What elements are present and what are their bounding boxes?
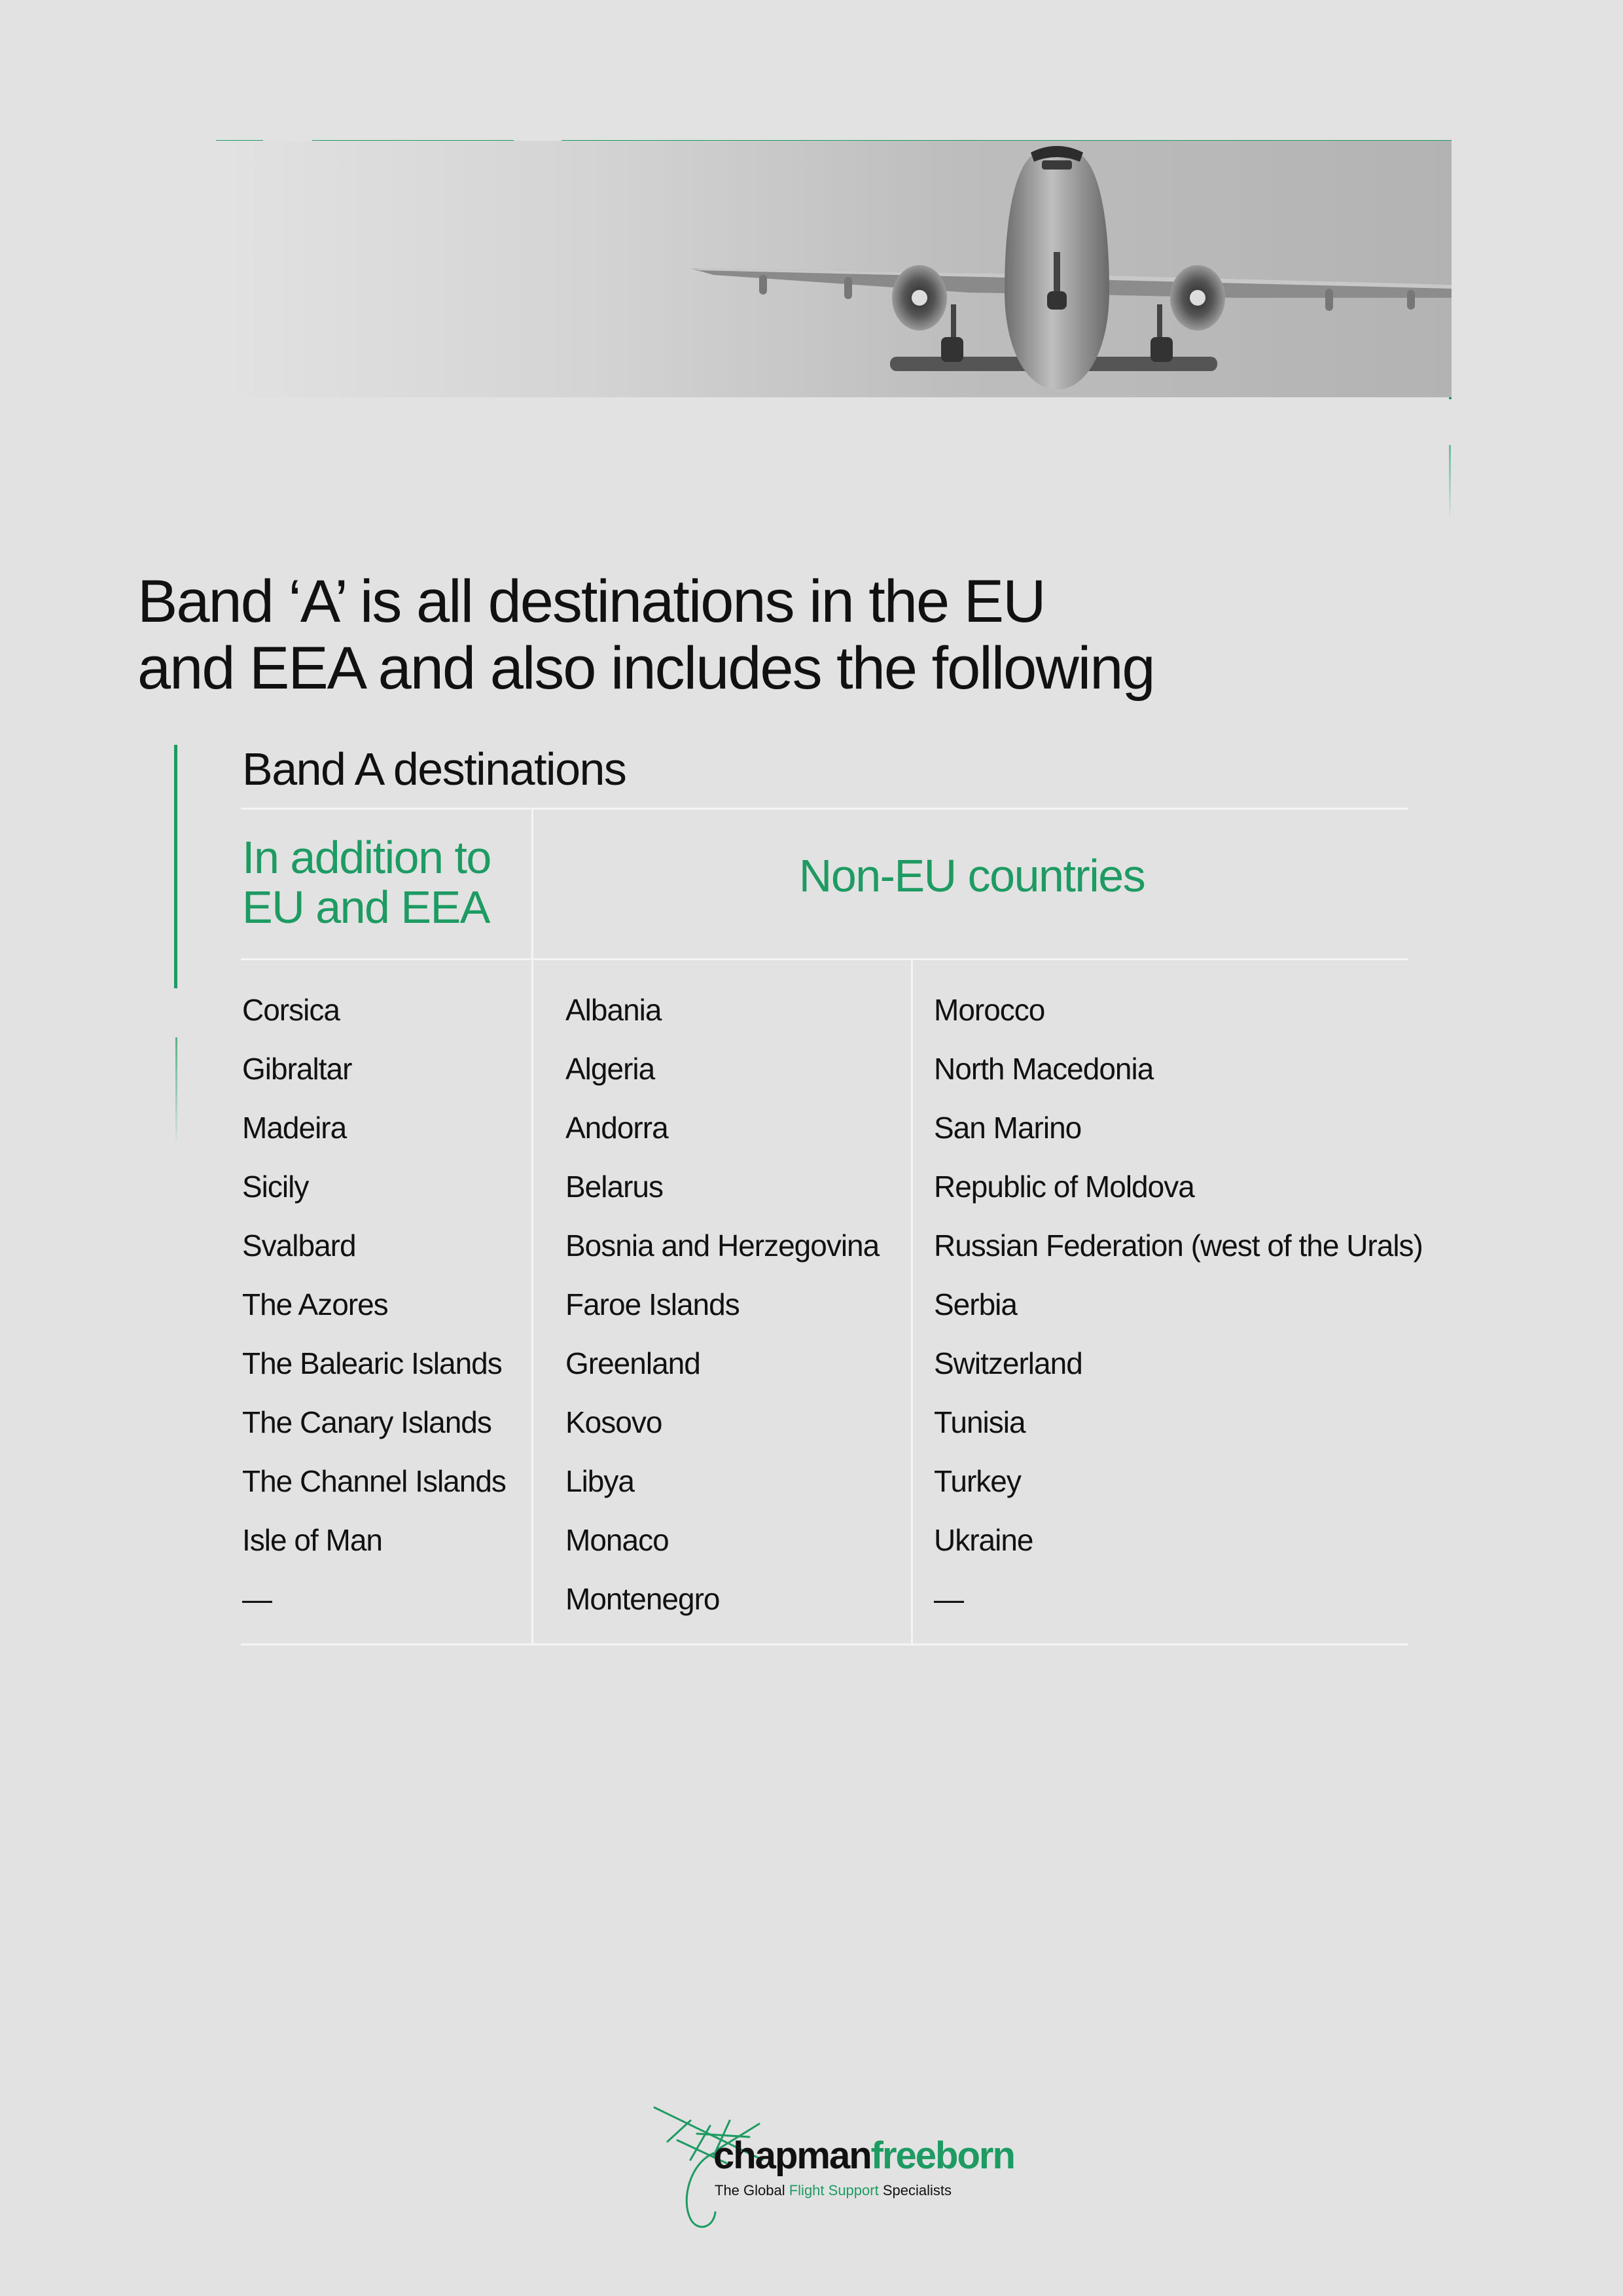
table-accent-bar-faded: [175, 1037, 177, 1142]
list-item: North Macedonia: [934, 1052, 1154, 1086]
list-item: Kosovo: [565, 1405, 662, 1439]
list-item: Belarus: [565, 1170, 663, 1204]
list-item: Republic of Moldova: [934, 1170, 1194, 1204]
list-item: Andorra: [565, 1111, 668, 1145]
headline-line-2: and EEA and also includes the following: [137, 635, 1154, 702]
table-header-rule: [241, 958, 1408, 960]
list-item: The Azores: [242, 1287, 388, 1321]
list-item: Sicily: [242, 1170, 309, 1204]
list-item: Bosnia and Herzegovina: [565, 1229, 880, 1263]
destination-list-eu-additions: [242, 985, 506, 1633]
logo-tagline-highlight: Flight Support: [789, 2182, 879, 2198]
list-item: San Marino: [934, 1111, 1082, 1145]
destination-list-non-eu-b: [934, 985, 1423, 1633]
page-headline: [137, 568, 1315, 702]
table-top-rule: [241, 808, 1408, 810]
list-item: Libya: [565, 1464, 634, 1498]
list-item: Faroe Islands: [565, 1287, 740, 1321]
list-item: The Channel Islands: [242, 1464, 506, 1498]
hero-right-line-2: [1449, 445, 1451, 517]
logo-tagline: [715, 2182, 952, 2199]
company-logo: [651, 2101, 1014, 2232]
headline-line-1: Band ‘A’ is all destinations in the EU: [137, 568, 1045, 635]
table-bottom-rule: [241, 1643, 1408, 1645]
table-divider-1: [531, 809, 533, 1643]
list-item: Ukraine: [934, 1523, 1033, 1557]
list-item: Switzerland: [934, 1346, 1082, 1380]
logo-word-2: freeborn: [870, 2134, 1014, 2177]
list-item: Tunisia: [934, 1405, 1026, 1439]
list-item: —: [934, 1582, 963, 1616]
hero-image: [216, 141, 1452, 397]
list-item: The Balearic Islands: [242, 1346, 502, 1380]
logo-wordmark: [713, 2134, 1014, 2178]
logo-tagline-post: Specialists: [878, 2182, 952, 2198]
list-item: Madeira: [242, 1111, 347, 1145]
list-item: Serbia: [934, 1287, 1017, 1321]
column-header-line-1: In addition to: [242, 832, 491, 883]
list-item: Montenegro: [565, 1582, 720, 1616]
destination-list-non-eu-a: [565, 985, 879, 1633]
list-item: Morocco: [934, 993, 1045, 1027]
list-item: Svalbard: [242, 1229, 356, 1263]
list-item: Turkey: [934, 1464, 1021, 1498]
list-item: Corsica: [242, 993, 340, 1027]
list-item: Isle of Man: [242, 1523, 382, 1557]
airplane-photo: [216, 141, 1452, 397]
list-item: Algeria: [565, 1052, 655, 1086]
column-header-non-eu: Non-EU countries: [798, 850, 1145, 901]
list-item: The Canary Islands: [242, 1405, 491, 1439]
logo-tagline-pre: The Global: [715, 2182, 789, 2198]
list-item: —: [242, 1582, 272, 1616]
table-title: Band A destinations: [242, 744, 626, 795]
list-item: Albania: [565, 993, 662, 1027]
list-item: Monaco: [565, 1523, 669, 1557]
list-item: Greenland: [565, 1346, 700, 1380]
logo-word-1: chapman: [713, 2134, 871, 2177]
list-item: Gibraltar: [242, 1052, 352, 1086]
list-item: Russian Federation (west of the Urals): [934, 1229, 1423, 1263]
column-header-line-2: EU and EEA: [242, 882, 490, 933]
table-accent-bar: [174, 745, 177, 988]
column-header-eu-additions: [242, 833, 517, 932]
table-divider-2: [911, 960, 913, 1643]
